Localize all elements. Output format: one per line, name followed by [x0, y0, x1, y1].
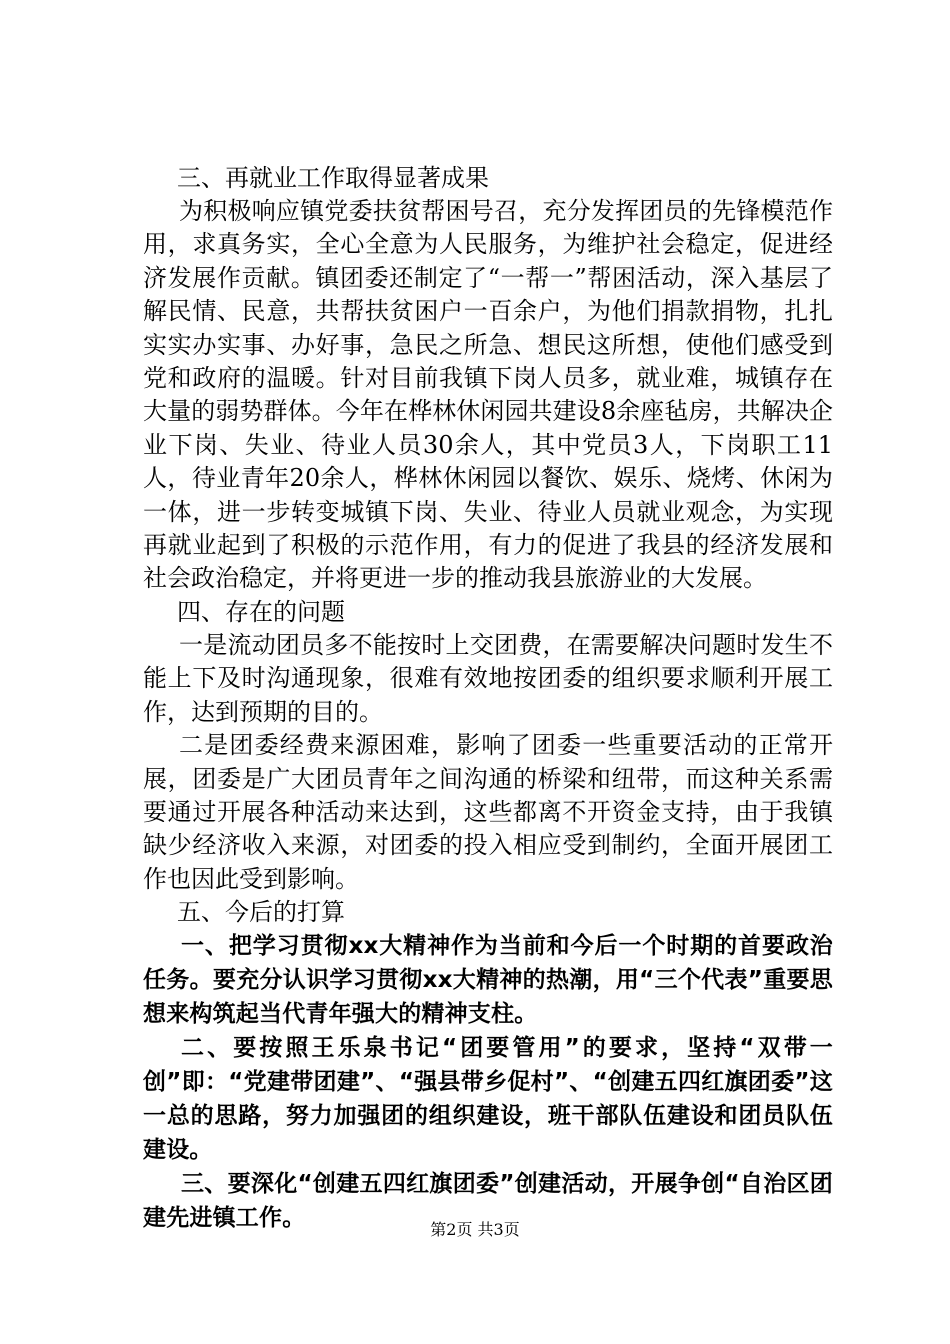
section-heading-reemployment: 三、再就业工作取得显著成果 — [177, 164, 489, 192]
paragraph-plan-two: 二、要按照王乐泉书记“团要管用”的要求，坚持“双带一创”即：“党建带团建”、“强县带乡促村”、“创建五四红旗团委”这一总的思路，努力加强团的组织建设，班干部队伍建设和团员队伍建设。 — [143, 1035, 833, 1164]
page-number-footer: 第2页 共3页 — [430, 1220, 520, 1239]
paragraph-plan-three: 三、要深化“创建五四红旗团委”创建活动，开展争创“自治区团建先进镇工作。 — [143, 1171, 833, 1232]
document-body — [143, 162, 833, 1235]
paragraph-reemployment: 为积极响应镇党委扶贫帮困号召，充分发挥团员的先锋模范作用，求真务实，全心全意为人民服务，为维护社会稳定，促进经济发展作贡献。镇团委还制定了“一帮一”帮困活动，深入基层了解民情、民意，共帮扶贫困户一百余户，为他们捐款捐物，扎扎实实办实事、办好事，急民之所急、想民这所想，使他们感受到党和政府的温暖。针对目前我镇下岗人员多，就业难，城镇存在大量的弱势群体。今年在桦林休闲园共建设8余座毡房，共解决企业下岗、失业、待业人员30余人，其中党员3人，下岗职工11人，待业青年20余人，桦林休闲园以餐饮、娱乐、烧烤、休闲为一体，进一步转变城镇下岗、失业、待业人员就业观念，为实现再就业起到了积极的示范作用，有力的促进了我县的经济发展和社会政治稳定，并将更进一步的推动我县旅游业的大发展。 — [143, 197, 833, 593]
section-heading-plans: 五、今后的打算 — [177, 898, 345, 927]
section-heading-problems: 四、存在的问题 — [177, 597, 345, 626]
paragraph-problem-two: 二是团委经费来源困难，影响了团委一些重要活动的正常开展，团委是广大团员青年之间沟通的桥梁和纽带，而这种关系需要通过开展各种活动来达到，这些都离不开资金支持，由于我镇缺少经济收入来源，对团委的投入相应受到制约，全面开展团工作也因此受到影响。 — [143, 731, 833, 893]
paragraph-problem-one: 一是流动团员多不能按时上交团费，在需要解决问题时发生不能上下及时沟通现象，很难有效地按团委的组织要求顺利开展工作，达到预期的目的。 — [143, 630, 833, 726]
paragraph-plan-one: 一、把学习贯彻xx大精神作为当前和今后一个时期的首要政治任务。要充分认识学习贯彻xx大精神的热潮，用“三个代表”重要思想来构筑起当代青年强大的精神支柱。 — [143, 933, 833, 1028]
